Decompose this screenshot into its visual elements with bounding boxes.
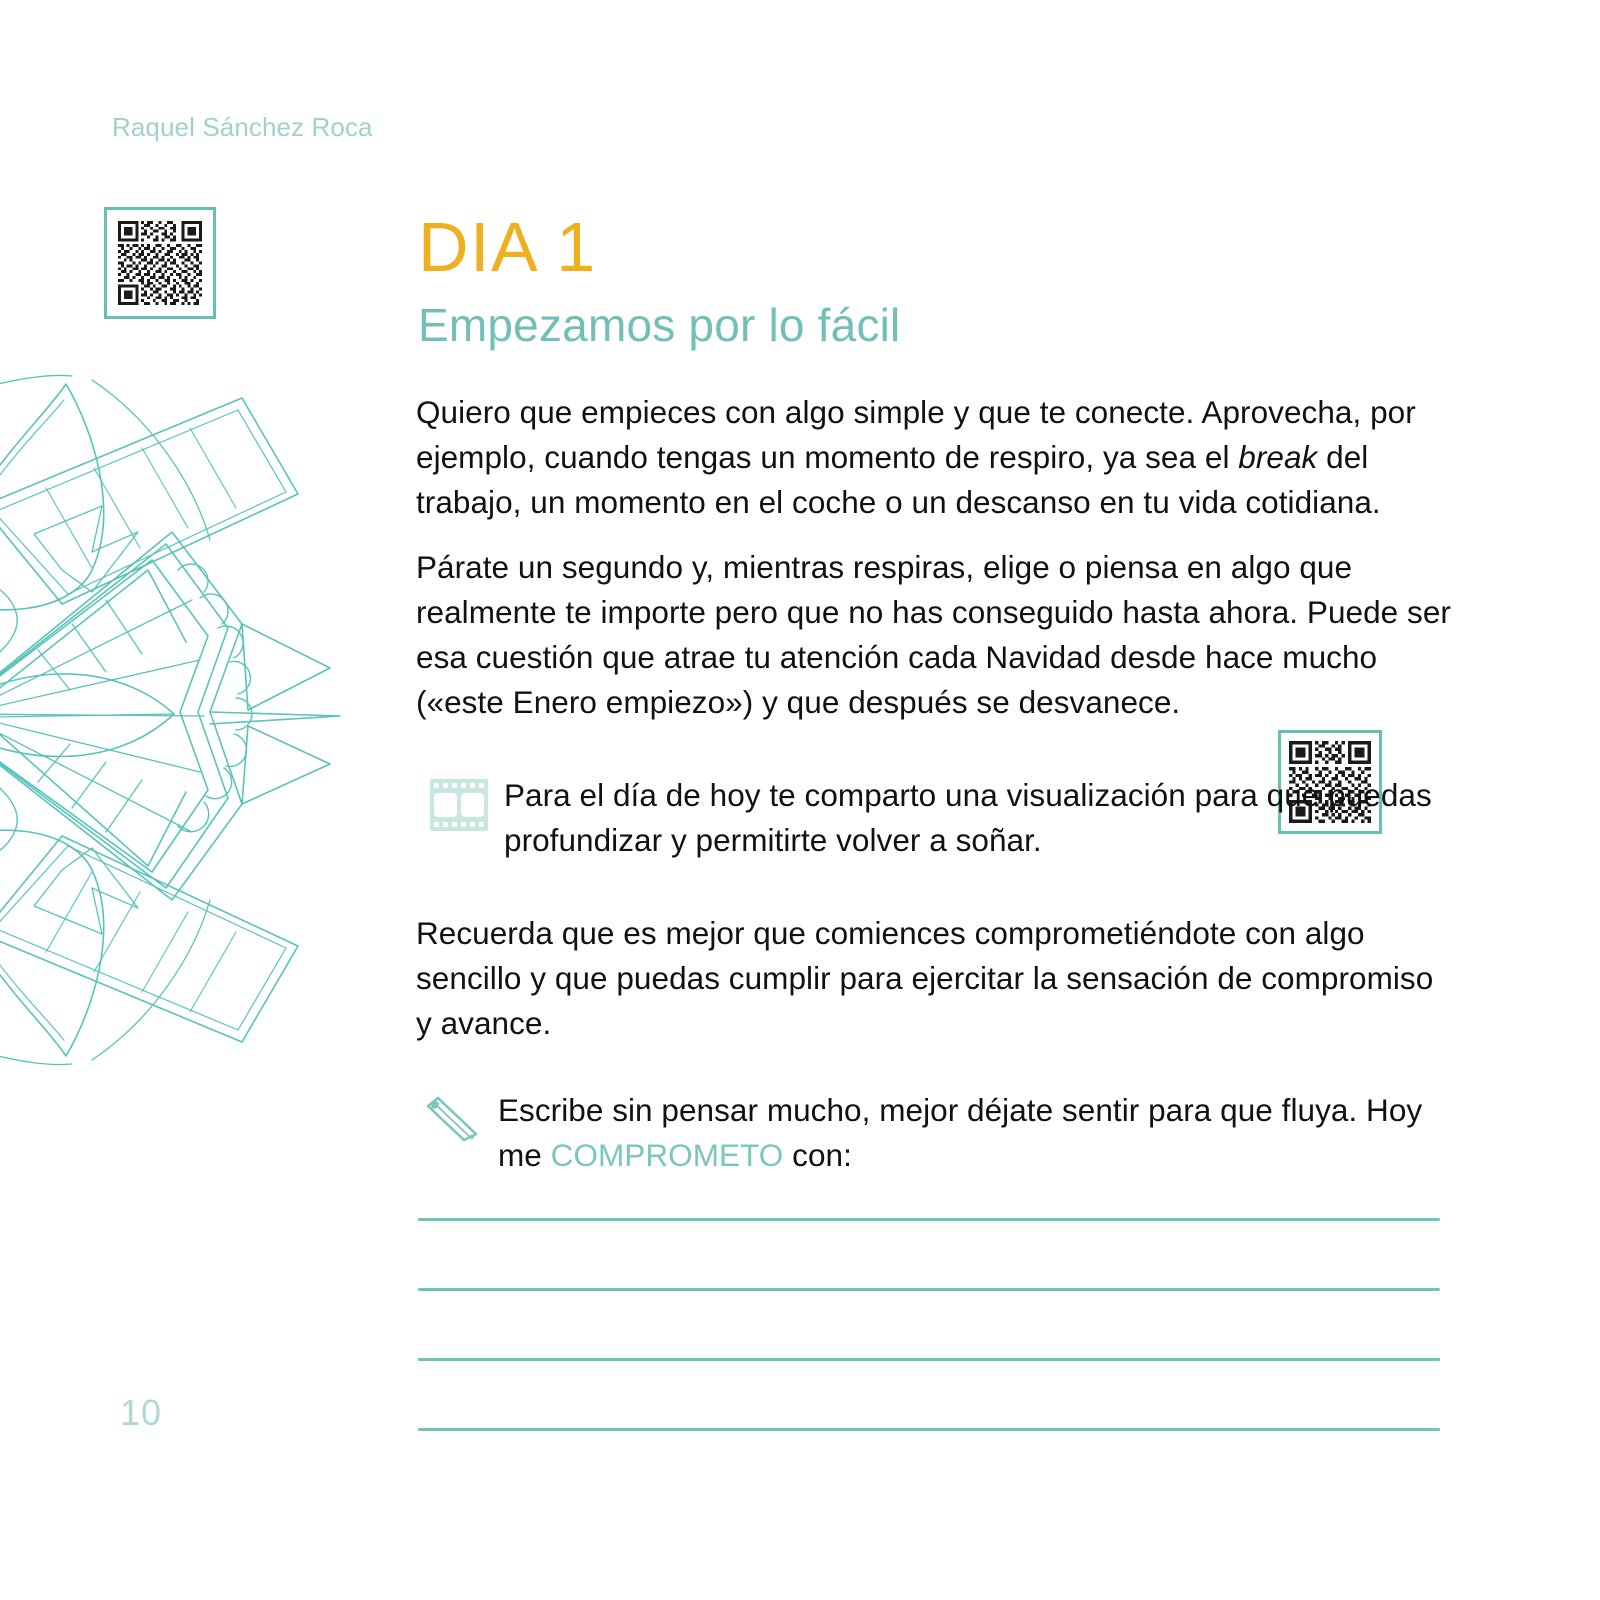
page-title-day: DIA 1 (418, 208, 597, 286)
spacer (416, 1066, 1456, 1088)
paragraph-commitment-text-b: con: (783, 1137, 852, 1173)
film-strip-icon (430, 779, 488, 831)
paragraph-commitment (416, 1088, 1456, 1178)
qr-matrix (118, 221, 202, 305)
paragraph-intro-italic: break (1238, 439, 1318, 475)
mandala-decoration (0, 360, 342, 1080)
paragraph-intro (416, 390, 1456, 525)
writing-line[interactable] (418, 1428, 1440, 1431)
pencil-icon (424, 1094, 486, 1144)
paragraph-visualization-text: Para el día de hoy te comparto una visualización para que puedas profundizar y permitirte volver a soñar. (504, 777, 1432, 858)
writing-line[interactable] (418, 1288, 1440, 1291)
paragraph-intro-text-a: Quiero que empieces con algo simple y que te conecte. Aprovecha, por ejemplo, cuando tengas un momento de respiro, ya sea el (416, 394, 1416, 475)
commitment-highlight: COMPROMETO (550, 1137, 784, 1173)
page-number: 10 (120, 1392, 163, 1433)
paragraph-reflect: Párate un segundo y, mientras respiras, elige o piensa en algo que realmente te importe pero que no has conseguido hasta ahora. Puede ser esa cuestión que atrae tu atención cada Navidad desde hace mucho («este Enero empiezo») y que después se desvanece. (416, 549, 1451, 720)
paragraph-commitment-text-a: Escribe sin pensar mucho, mejor déjate sentir para que fluya. Hoy me (498, 1092, 1423, 1173)
body-content (416, 390, 1456, 1198)
paragraph-remember: Recuerda que es mejor que comiences comprometiéndote con algo sencillo y que puedas cumplir para ejercitar la sensación de compromiso y avance. (416, 915, 1434, 1041)
author-qr-code[interactable] (104, 207, 216, 319)
writing-line[interactable] (418, 1218, 1440, 1221)
paragraph-visualization (416, 773, 1456, 863)
writing-lines[interactable] (418, 1218, 1440, 1431)
spacer (416, 883, 1456, 911)
writing-line[interactable] (418, 1358, 1440, 1361)
page-subtitle: Empezamos por lo fácil (418, 299, 901, 351)
running-head-author: Raquel Sánchez Roca (112, 112, 373, 142)
spacer (416, 745, 1456, 773)
paragraph-intro-text-b: del trabajo, un momento en el coche o un descanso en tu vida cotidiana. (416, 439, 1381, 520)
